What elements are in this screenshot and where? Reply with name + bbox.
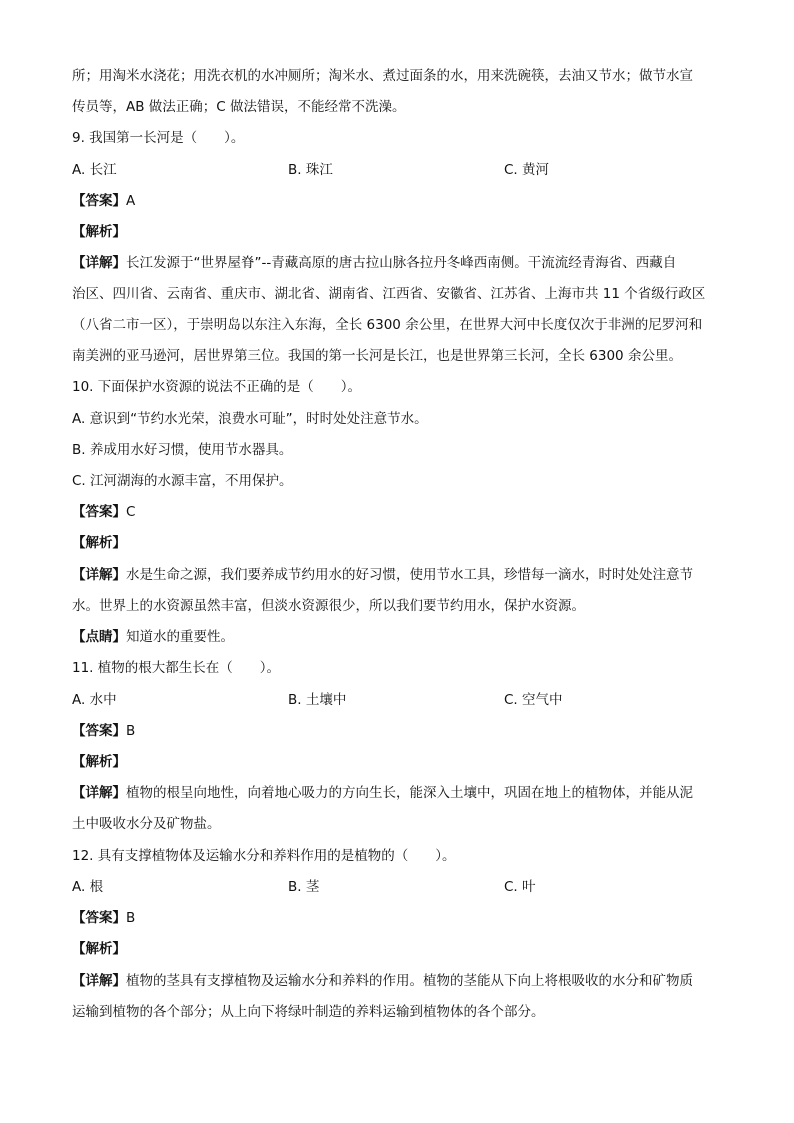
q12-option-a: A. 根 [72,879,104,895]
q9-detail-line-4: 南美洲的亚马逊河，居世界第三位。我国的第一长河是长江，也是世界第三长河，全长 6300 余公里。 [72,348,682,364]
q9-option-c: C. 黄河 [504,162,550,178]
detail-tag: 【详解】 [72,567,126,583]
analysis-tag: 【解析】 [72,941,126,957]
q12-detail-line-2: 运输到植物的各个部分；从上向下将绿叶制造的养料运输到植物体的各个部分。 [72,1004,545,1020]
detail-tag: 【详解】 [72,255,126,271]
q11-answer [72,721,732,741]
q11-option-c: C. 空气中 [504,692,563,708]
q9-option-a: A. 长江 [72,162,117,178]
q11-option-a: A. 水中 [72,692,117,708]
answer-value: A [126,193,136,209]
detail-text: 水是生命之源，我们要养成节约用水的好习惯，使用节水工具，珍惜每一滴水，时时处处注意节 [126,567,693,583]
answer-value: C [126,504,136,520]
q10-option-c: C. 江河湖海的水源丰富，不用保护。 [72,473,293,489]
intro-line-2: 传员等，AB 做法正确；C 做法错误，不能经常不洗澡。 [72,99,406,115]
detail-tag: 【详解】 [72,785,126,801]
q9-detail-line-1 [72,253,732,273]
question-12: 12. 具有支撑植物体及运输水分和养料作用的是植物的（ ）。 [72,848,456,864]
answer-tag: 【答案】 [72,910,126,926]
q9-detail-line-2: 治区、四川省、云南省、重庆市、湖北省、湖南省、江西省、安徽省、江苏省、上海市共 11 个省级行政区 [72,286,706,302]
detail-text: 植物的根呈向地性，向着地心吸力的方向生长，能深入土壤中，巩固在地上的植物体，并能从泥 [126,785,693,801]
answer-tag: 【答案】 [72,193,126,209]
q12-option-c: C. 叶 [504,879,536,895]
analysis-tag: 【解析】 [72,224,126,240]
question-10: 10. 下面保护水资源的说法不正确的是（ ）。 [72,379,362,395]
q10-detail-line-1 [72,565,732,585]
q12-option-b: B. 茎 [288,879,320,895]
question-11: 11. 植物的根大都生长在（ ）。 [72,660,281,676]
q9-option-b: B. 珠江 [288,162,333,178]
q12-answer [72,908,732,928]
answer-tag: 【答案】 [72,723,126,739]
q9-answer [72,191,732,211]
answer-value: B [126,723,136,739]
q11-option-b: B. 土壤中 [288,692,347,708]
detail-tag: 【详解】 [72,973,126,989]
comment-tag: 【点睛】 [72,629,126,645]
detail-text: 植物的茎具有支撑植物及运输水分和养料的作用。植物的茎能从下向上将根吸收的水分和矿物质 [126,973,693,989]
answer-value: B [126,910,136,926]
q10-comment [72,627,732,647]
answer-tag: 【答案】 [72,504,126,520]
analysis-tag: 【解析】 [72,535,126,551]
q11-detail-line-2: 土中吸收水分及矿物盐。 [72,816,221,832]
analysis-tag: 【解析】 [72,754,126,770]
q11-analysis [72,752,732,772]
q10-analysis [72,533,732,553]
q12-analysis [72,939,732,959]
q9-detail-line-3: （八省二市一区），于崇明岛以东注入东海，全长 6300 余公里，在世界大河中长度仅次于非洲的尼罗河和 [72,317,703,333]
comment-text: 知道水的重要性。 [126,629,234,645]
question-9: 9. 我国第一长河是（ ）。 [72,130,245,146]
detail-text: 长江发源于“世界屋脊”--青藏高原的唐古拉山脉各拉丹冬峰西南侧。干流流经青海省、西藏自 [126,255,677,271]
q10-option-b: B. 养成用水好习惯，使用节水器具。 [72,442,293,458]
q11-detail-line-1 [72,783,732,803]
q10-answer [72,502,732,522]
q10-detail-line-2: 水。世界上的水资源虽然丰富，但淡水资源很少，所以我们要节约用水，保护水资源。 [72,598,585,614]
q12-detail-line-1 [72,971,732,991]
q10-option-a: A. 意识到“节约水光荣，浪费水可耻”，时时处处注意节水。 [72,411,428,427]
q9-analysis [72,222,732,242]
intro-line-1: 所；用淘米水浇花；用洗衣机的水冲厕所；淘米水、煮过面条的水，用来洗碗筷，去油又节水；做节水宣 [72,68,693,84]
